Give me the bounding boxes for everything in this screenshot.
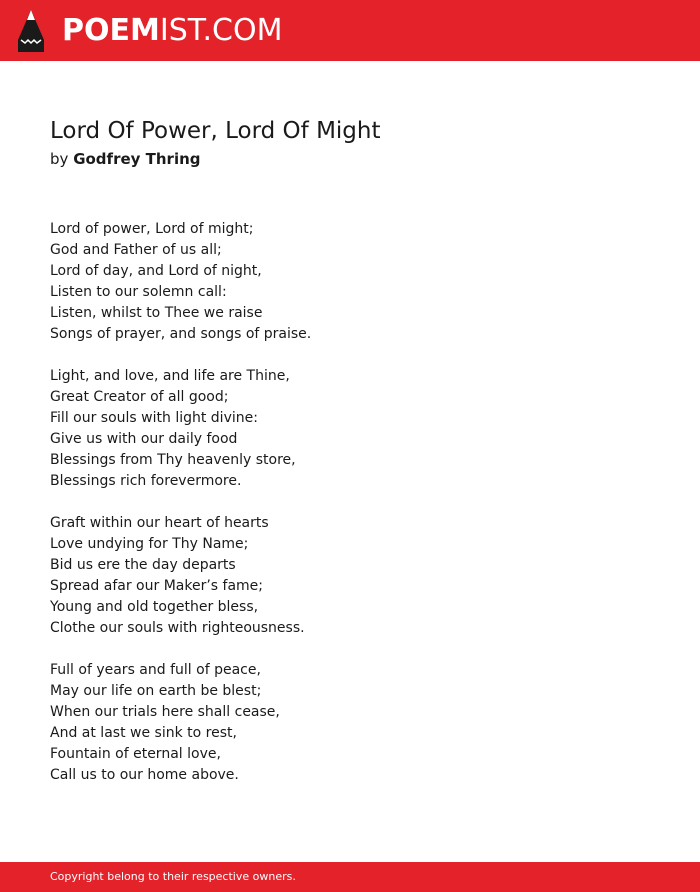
poem-line: Full of years and full of peace, — [50, 662, 261, 678]
poem-line: When our trials here shall cease, — [50, 704, 280, 720]
poem-line: Great Creator of all good; — [50, 389, 229, 405]
copyright-text: Copyright belong to their respective owners. — [50, 870, 296, 883]
logo-text-bold: POEM — [62, 13, 160, 48]
poem-title: Lord Of Power, Lord Of Might — [50, 118, 381, 144]
poem-stanza — [50, 219, 650, 345]
poem-line: God and Father of us all; — [50, 242, 222, 258]
poem-line: May our life on earth be blest; — [50, 683, 262, 699]
site-header — [0, 0, 700, 61]
poem-line: And at last we sink to rest, — [50, 725, 237, 741]
poem-line: Fountain of eternal love, — [50, 746, 221, 762]
poem-line: Songs of prayer, and songs of praise. — [50, 326, 312, 342]
poem-stanza — [50, 660, 650, 786]
poem-stanza — [50, 513, 650, 639]
poem-line: Love undying for Thy Name; — [50, 536, 249, 552]
by-label: by — [50, 150, 69, 168]
poem-author: Godfrey Thring — [73, 150, 201, 168]
poem-line: Give us with our daily food — [50, 431, 238, 447]
poem-line: Blessings rich forevermore. — [50, 473, 242, 489]
poem-line: Bid us ere the day departs — [50, 557, 236, 573]
logo-text-light: IST.COM — [159, 13, 283, 48]
poem-line: Lord of day, and Lord of night, — [50, 263, 262, 279]
poem-line: Clothe our souls with righteousness. — [50, 620, 305, 636]
site-footer — [0, 862, 700, 892]
poem-line: Light, and love, and life are Thine, — [50, 368, 290, 384]
poem-line: Blessings from Thy heavenly store, — [50, 452, 296, 468]
poem-line: Lord of power, Lord of might; — [50, 221, 254, 237]
poem-line: Graft within our heart of hearts — [50, 515, 269, 531]
poem-stanza — [50, 366, 650, 492]
poem-line: Listen, whilst to Thee we raise — [50, 305, 263, 321]
poem-line: Call us to our home above. — [50, 767, 239, 783]
pencil-tip-icon[interactable] — [18, 10, 44, 52]
poem-line: Spread afar our Maker’s fame; — [50, 578, 263, 594]
poem-body — [50, 219, 650, 807]
poem-line: Young and old together bless, — [50, 599, 259, 615]
poem-line: Listen to our solemn call: — [50, 284, 227, 300]
poem-line: Fill our souls with light divine: — [50, 410, 258, 426]
site-logo[interactable] — [62, 13, 282, 49]
poem-byline — [50, 149, 201, 169]
